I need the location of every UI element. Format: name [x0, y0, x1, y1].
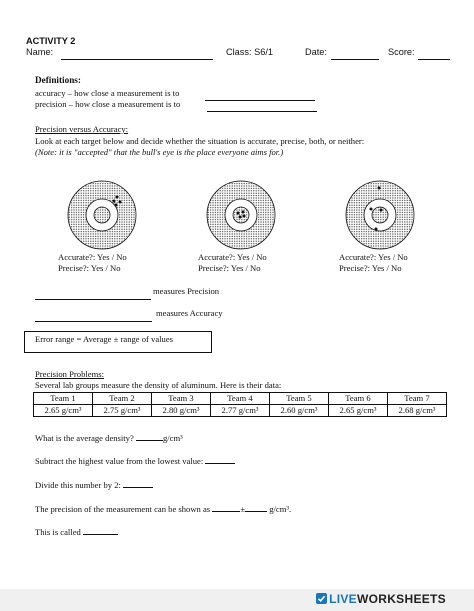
table-cell: 2.80 g/cm³	[152, 405, 211, 417]
definitions-heading: Definitions:	[35, 75, 81, 85]
target-2-accurate[interactable]: Accurate?: Yes / No	[198, 252, 267, 262]
pva-instruction: Look at each target below and decide whether the situation is accurate, precise, both, or neither:	[35, 136, 365, 146]
question-subtract	[35, 454, 235, 466]
pva-note: (Note: it is "accepted" that the bull's eye is the place everyone aims for.)	[35, 147, 284, 157]
error-range-text: Error range = Average ± range of values	[35, 334, 174, 344]
density-table	[33, 392, 447, 417]
score-field[interactable]	[418, 47, 450, 65]
table-cell: 2.60 g/cm³	[270, 405, 329, 417]
table-header-cell: Team 2	[93, 393, 152, 405]
precision-unit: g/cm³.	[269, 504, 292, 514]
question-called-text: This is called	[35, 527, 81, 537]
precision-definition: precision – how close a measurement is to	[35, 99, 181, 109]
divide-blank[interactable]	[123, 478, 153, 488]
liveworksheets-logo[interactable]	[316, 592, 446, 606]
pva-heading: Precision versus Accuracy:	[35, 124, 129, 134]
table-header-cell: Team 3	[152, 393, 211, 405]
question-average	[35, 431, 183, 443]
average-blank[interactable]	[136, 431, 163, 441]
question-divide-text: Divide this number by 2:	[35, 480, 121, 490]
class-label: Class: S6/1	[226, 47, 273, 57]
measures-accuracy-blank[interactable]	[35, 309, 152, 327]
brand-prefix: LIVE	[329, 592, 357, 606]
table-cell: 2.68 g/cm³	[388, 405, 447, 417]
target-1-precise[interactable]: Precise?: Yes / No	[58, 263, 121, 273]
table-header-cell: Team 5	[270, 393, 329, 405]
target-3	[334, 180, 434, 252]
activity-title: ACTIVITY 2	[26, 36, 76, 46]
question-average-text: What is the average density?	[35, 433, 134, 443]
name-label-text: Name:	[26, 47, 54, 57]
table-header-cell: Team 4	[211, 393, 270, 405]
problems-heading: Precision Problems:	[35, 369, 104, 379]
name-field[interactable]	[61, 47, 213, 65]
plus-minus: ±	[240, 504, 246, 514]
table-header-cell: Team 7	[388, 393, 447, 405]
table-header-cell: Team 6	[329, 393, 388, 405]
precision-value-blank[interactable]	[212, 502, 240, 512]
check-icon	[316, 593, 327, 604]
subtract-blank[interactable]	[205, 454, 235, 464]
measures-precision-blank[interactable]	[35, 287, 151, 305]
question-called	[35, 525, 118, 537]
precision-range-blank[interactable]	[245, 502, 267, 512]
table-cell: 2.65 g/cm³	[34, 405, 93, 417]
question-subtract-text: Subtract the highest value from the lowest value:	[35, 456, 204, 466]
target-3-accurate[interactable]: Accurate?: Yes / No	[339, 252, 408, 262]
table-cell: 2.75 g/cm³	[93, 405, 152, 417]
target-3-precise[interactable]: Precise?: Yes / No	[339, 263, 402, 273]
table-cell: 2.65 g/cm³	[329, 405, 388, 417]
question-divide	[35, 478, 153, 490]
target-1-accurate[interactable]: Accurate?: Yes / No	[58, 252, 127, 262]
precision-blank[interactable]	[207, 99, 317, 117]
accuracy-definition: accuracy – how close a measurement is to	[35, 88, 180, 98]
score-label: Score:	[388, 47, 415, 57]
table-cell: 2.77 g/cm³	[211, 405, 270, 417]
name-label	[26, 47, 53, 57]
date-field[interactable]	[331, 47, 379, 65]
target-2-precise[interactable]: Precise?: Yes / No	[198, 263, 261, 273]
brand-suffix: WORKSHEETS	[356, 592, 446, 606]
table-header-row	[34, 393, 447, 405]
table-row	[34, 405, 447, 417]
question-precision	[35, 502, 291, 514]
measures-precision-label: measures Precision	[153, 286, 220, 296]
problems-intro: Several lab groups measure the density of aluminum. Here is their data:	[35, 380, 282, 390]
called-blank[interactable]	[83, 525, 118, 535]
target-1	[56, 180, 156, 252]
average-unit: g/cm³	[162, 433, 183, 443]
question-precision-text: The precision of the measurement can be shown as	[35, 504, 211, 514]
table-header-cell: Team 1	[34, 393, 93, 405]
date-label: Date:	[305, 47, 327, 57]
target-2	[195, 180, 295, 252]
measures-accuracy-label: measures Accuracy	[156, 308, 223, 318]
